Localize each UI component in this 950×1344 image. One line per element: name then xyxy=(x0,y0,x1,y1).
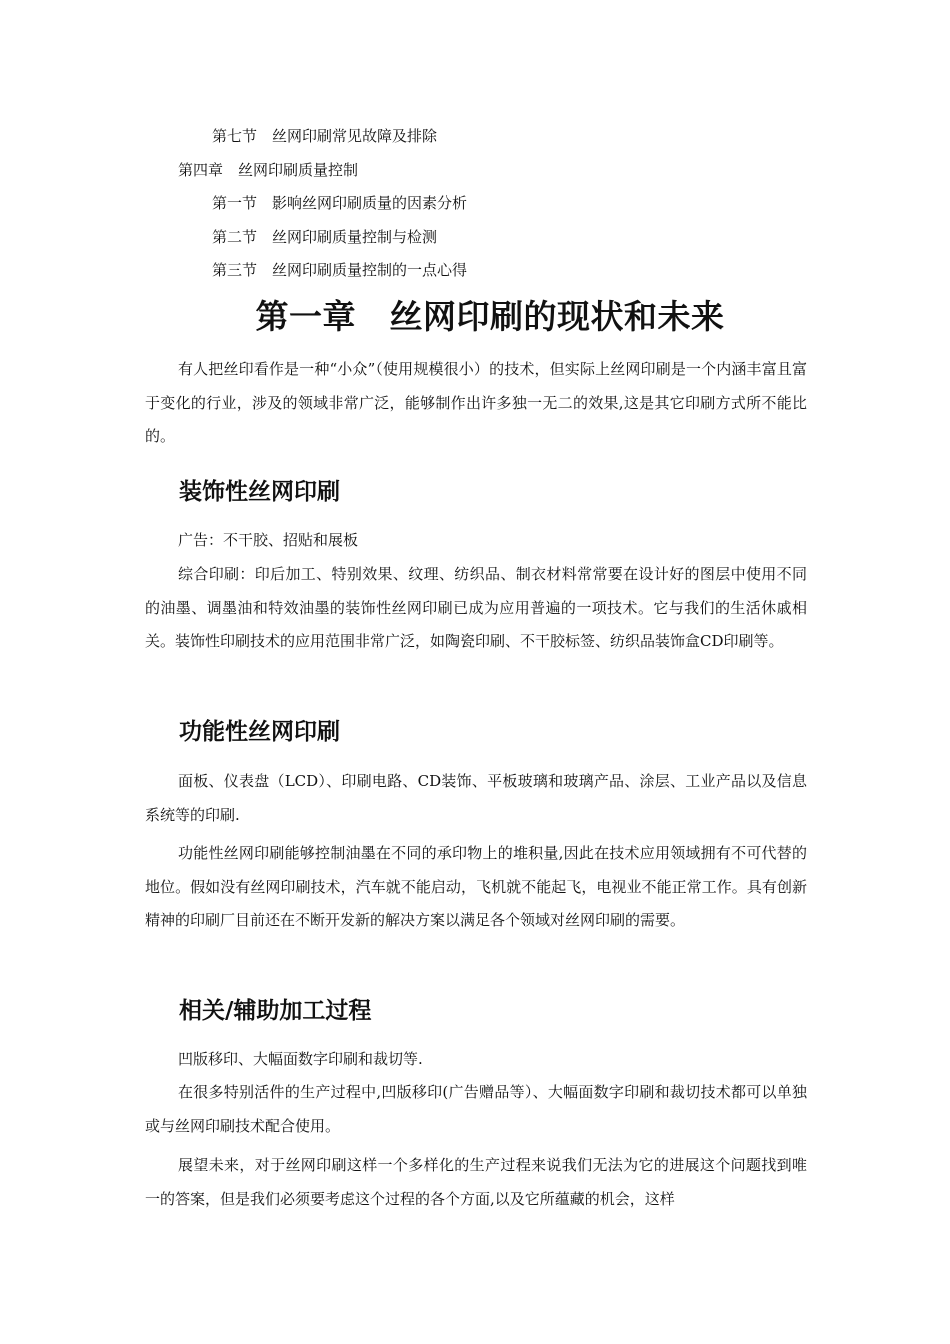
related-processes-paragraph: 在很多特别活件的生产过程中,凹版移印(广告赠品等）、大幅面数字印刷和裁切技术都可以单独或与丝网印刷技术配合使用。 xyxy=(145,1083,807,1135)
heading-related-processes: 相关/辅助加工过程 xyxy=(179,998,372,1024)
decorative-advertising-line: 广告：不干胶、招贴和展板 xyxy=(178,531,359,549)
table-of-contents xyxy=(0,122,950,290)
toc-entry-section-3[interactable]: 第三节 丝网印刷质量控制的一点心得 xyxy=(212,261,468,279)
intro-paragraph: 有人把丝印看作是一种“小众”（使用规模很小）的技术，但实际上丝网印刷是一个内涵丰富且富于变化的行业，涉及的领域非常广泛，能够制作出许多独一无二的效果,这是其它印刷方式所不能比的。 xyxy=(145,360,807,445)
functional-paragraph: 功能性丝网印刷能够控制油墨在不同的承印物上的堆积量,因此在技术应用领域拥有不可代替的地位。假如没有丝网印刷技术，汽车就不能启动，飞机就不能起飞，电视业不能正常工作。具有创新精神的印刷厂目前还在不断开发新的解决方案以满足各个领域对丝网印刷的需要。 xyxy=(145,844,807,929)
heading-decorative-printing: 装饰性丝网印刷 xyxy=(179,479,340,505)
outlook-paragraph: 展望未来，对于丝网印刷这样一个多样化的生产过程来说我们无法为它的进展这个问题找到唯一的答案，但是我们必须要考虑这个过程的各个方面,以及它所蕴藏的机会，这样 xyxy=(145,1156,807,1208)
functional-applications-paragraph: 面板、仪表盘（LCD）、印刷电路、CD装饰、平板玻璃和玻璃产品、涂层、工业产品以及信息系统等的印刷. xyxy=(145,772,807,824)
related-processes-line: 凹版移印、大幅面数字印刷和裁切等. xyxy=(178,1050,423,1068)
chapter-title: 第一章 丝网印刷的现状和未来 xyxy=(255,297,725,336)
toc-entry-chapter-4[interactable]: 第四章 丝网印刷质量控制 xyxy=(178,160,359,179)
heading-functional-printing: 功能性丝网印刷 xyxy=(179,719,340,745)
toc-entry-section-2[interactable]: 第二节 丝网印刷质量控制与检测 xyxy=(212,227,438,246)
toc-entry-section-7[interactable]: 第七节 丝网印刷常见故障及排除 xyxy=(212,127,438,145)
decorative-paragraph: 综合印刷：印后加工、特别效果、纹理、纺织品、制衣材料常常要在设计好的图层中使用不同的油墨、调墨油和特效油墨的装饰性丝网印刷已成为应用普遍的一项技术。它与我们的生活休戚相关。装饰性印刷技术的应用范围非常广泛，如陶瓷印刷、不干胶标签、纺织品装饰盒CD印刷等。 xyxy=(145,565,807,650)
toc-entry-section-1[interactable]: 第一节 影响丝网印刷质量的因素分析 xyxy=(212,194,468,212)
